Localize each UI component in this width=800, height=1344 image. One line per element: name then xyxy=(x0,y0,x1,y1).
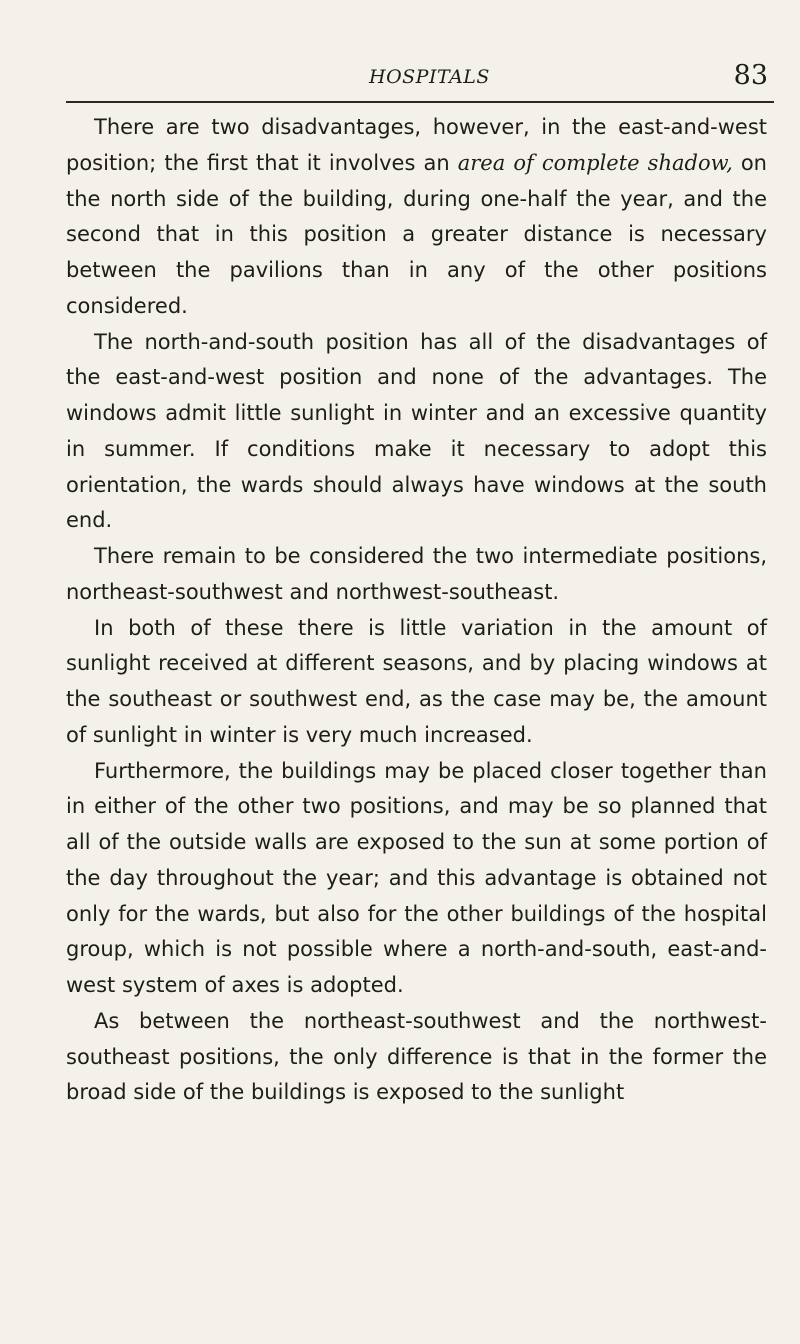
running-head xyxy=(66,58,774,100)
paragraph-1 xyxy=(66,110,767,325)
paragraph-5: Furthermore, the buildings may be placed closer together than in either of the other two positions, and may be so planned that all of the outside walls are exposed to the sun at some portion of the day throughout the year; and this advantage is obtained not only for the wards, but also for the other buildings of the hospital group, which is not possible where a north-and-south, east-and-west system of axes is adopted. xyxy=(66,758,767,997)
body-text xyxy=(66,110,767,1111)
page-number: 83 xyxy=(733,60,768,91)
emphasized-phrase: area of complete shadow, xyxy=(457,150,733,175)
running-title: HOSPITALS xyxy=(369,66,490,88)
paragraph-2: The north-and-south position has all of the disadvantages of the east-and-west position and none of the advantages. The windows admit little sunlight in winter and an excessive quantity in summer. If conditions make it necessary to adopt this orientation, the wards should always have windows at the south end. xyxy=(66,329,767,533)
paragraph-1-text-start: There are two disadvantages, however, in the east-and-west position; the first that it involves an xyxy=(66,115,767,175)
paragraph-6: As between the northeast-southwest and the northwest-southeast positions, the only difference is that in the former the broad side of the buildings is exposed to the sunlight xyxy=(66,1008,767,1105)
paragraph-4: In both of these there is little variation in the amount of sunlight received at different seasons, and by placing windows at the southeast or southwest end, as the case may be, the amount of sunlight in winter is very much increased. xyxy=(66,615,767,747)
header-rule xyxy=(66,101,774,103)
paragraph-1-text-end: on the north side of the building, during one-half the year, and the second that in this position a greater distance is necessary between the pavilions than in any of the other positions considered. xyxy=(66,150,767,318)
paragraph-3: There remain to be considered the two intermediate positions, northeast-southwest and northwest-southeast. xyxy=(66,544,767,604)
